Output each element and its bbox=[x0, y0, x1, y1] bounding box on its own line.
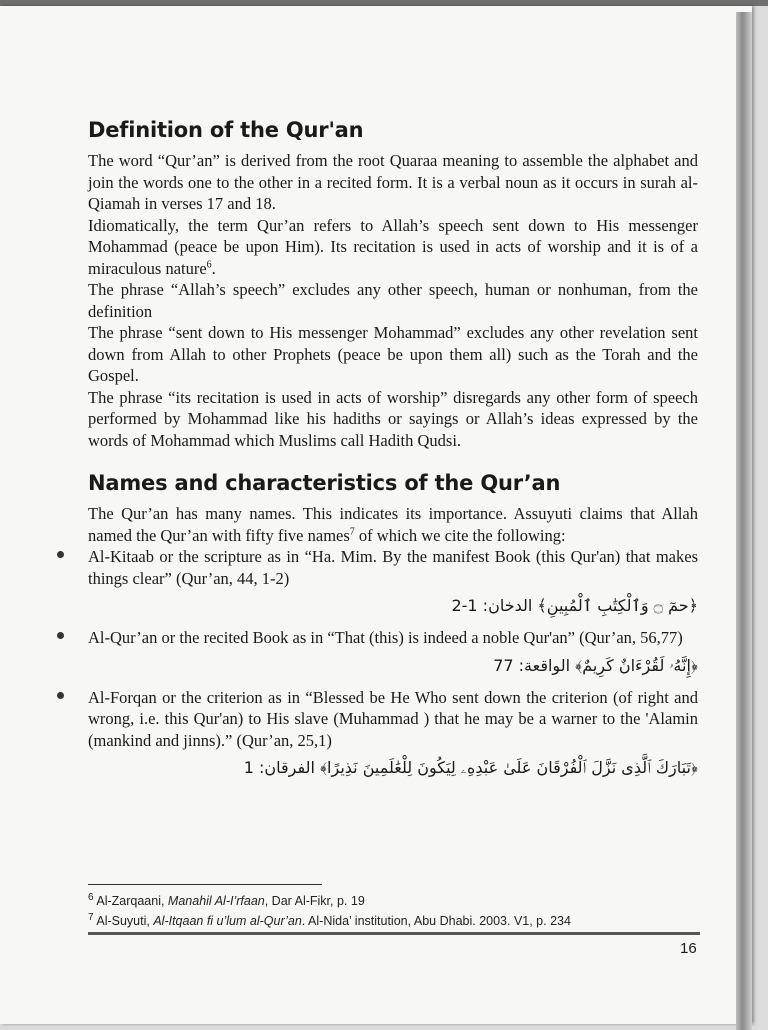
page-number: 16 bbox=[680, 940, 697, 957]
bullet-icon bbox=[57, 632, 64, 639]
bullet-icon bbox=[57, 551, 64, 558]
list-item: Al-Qur’an or the recited Book as in “That (this) is indeed a noble Qur'an” (Qur’an, 56,77) ﴿إِنَّهُۥ لَقُرْءَانٌ كَرِيمٌ﴾ الواقعة: 77 bbox=[88, 627, 698, 681]
footnote-7: $^7$ Al-Suyuti, Al-Itqaan fi u’lum al-Qur’an. Al-Nida’ institution, Abu Dhabi. 2003. V1, p. 234 bbox=[88, 911, 571, 928]
footnote-6: $^6$ Al-Zarqaani, Manahil Al-I’rfaan, Dar Al-Fikr, p. 19 bbox=[88, 891, 365, 908]
section-heading-names: Names and characteristics of the Qur’an bbox=[88, 471, 561, 495]
bottom-rule bbox=[88, 932, 700, 935]
list-item: Al-Kitaab or the scripture as in “Ha. Mim. By the manifest Book (this Qur'an) that makes things clear” (Qur’an, 44, 1-2) ﴿حمٓ ۝ وَٱلْكِتَٰبِ ٱلْمُبِينِ﴾ الدخان: 1-2 bbox=[88, 546, 698, 621]
footnotes bbox=[88, 884, 700, 935]
definition-body bbox=[88, 150, 698, 451]
arabic-verse: ﴿تَبَارَكَ ٱلَّذِى نَزَّلَ ٱلْفُرْقَانَ عَلَىٰ عَبْدِهِۦ لِيَكُونَ لِلْعَٰلَمِينَ نَذِيرًا﴾ الفرقان: 1 bbox=[243, 758, 698, 777]
section-heading-definition: Definition of the Qur'an bbox=[88, 118, 364, 142]
page-binding-edge bbox=[736, 12, 752, 1030]
footnote-ref-7[interactable]: 7 bbox=[349, 526, 355, 537]
paragraph: The phrase “sent down to His messenger Mohammad” excludes any other revelation sent down from Allah to other Prophets (peace be upon them all) such as the Torah and the Gospel. bbox=[88, 323, 698, 385]
paragraph: The phrase “Allah’s speech” excludes any other speech, human or nonhuman, from the definition bbox=[88, 280, 698, 321]
footnote-ref-6[interactable]: 6 bbox=[206, 259, 212, 270]
names-list bbox=[88, 546, 698, 783]
footnote-divider bbox=[88, 884, 322, 885]
list-item: Al-Forqan or the criterion as in “Blessed be He Who sent down the criterion (of right and wrong, i.e. this Qur'an) to His slave (Muhammad ) that he may be a warner to the 'Alamin (mankind and jinns).” (Qur’an, 25,1) ﴿تَبَارَكَ ٱلَّذِى نَزَّلَ ٱلْفُرْقَانَ عَلَىٰ عَبْدِهِۦ لِيَكُونَ لِلْعَٰلَمِينَ نَذِيرًا﴾ الفرقان: 1 bbox=[88, 687, 698, 784]
names-intro: The Qur’an has many names. This indicates its importance. Assuyuti claims that Allah named the Qur’an with fifty five names$^7$ of which we cite the following: bbox=[88, 504, 698, 545]
arabic-verse: ﴿إِنَّهُۥ لَقُرْءَانٌ كَرِيمٌ﴾ الواقعة: 77 bbox=[493, 655, 698, 675]
arabic-verse: ﴿حمٓ ۝ وَٱلْكِتَٰبِ ٱلْمُبِينِ﴾ الدخان: 1-2 bbox=[451, 596, 698, 615]
paragraph: The phrase “its recitation is used in acts of worship” disregards any other form of speech performed by Mohammad like his hadiths or sayings or Allah’s ideas expressed by the words of Mohammad which Muslims call Hadith Qudsi. bbox=[88, 387, 698, 450]
paragraph: Idiomatically, the term Qur’an refers to Allah’s speech sent down to His messenger Mohammad (peace be upon Him). Its recitation is used in acts of worship and it is of a miraculous nature$^6$. bbox=[88, 215, 698, 278]
bullet-icon bbox=[57, 692, 64, 699]
paragraph: The word “Qur’an” is derived from the root Quaraa meaning to assemble the alphabet and join the words one to the other in a recited form. It is a verbal noun as it occurs in surah al-Qiamah in verses 17 and 18. bbox=[88, 151, 698, 213]
main-content bbox=[88, 118, 698, 789]
